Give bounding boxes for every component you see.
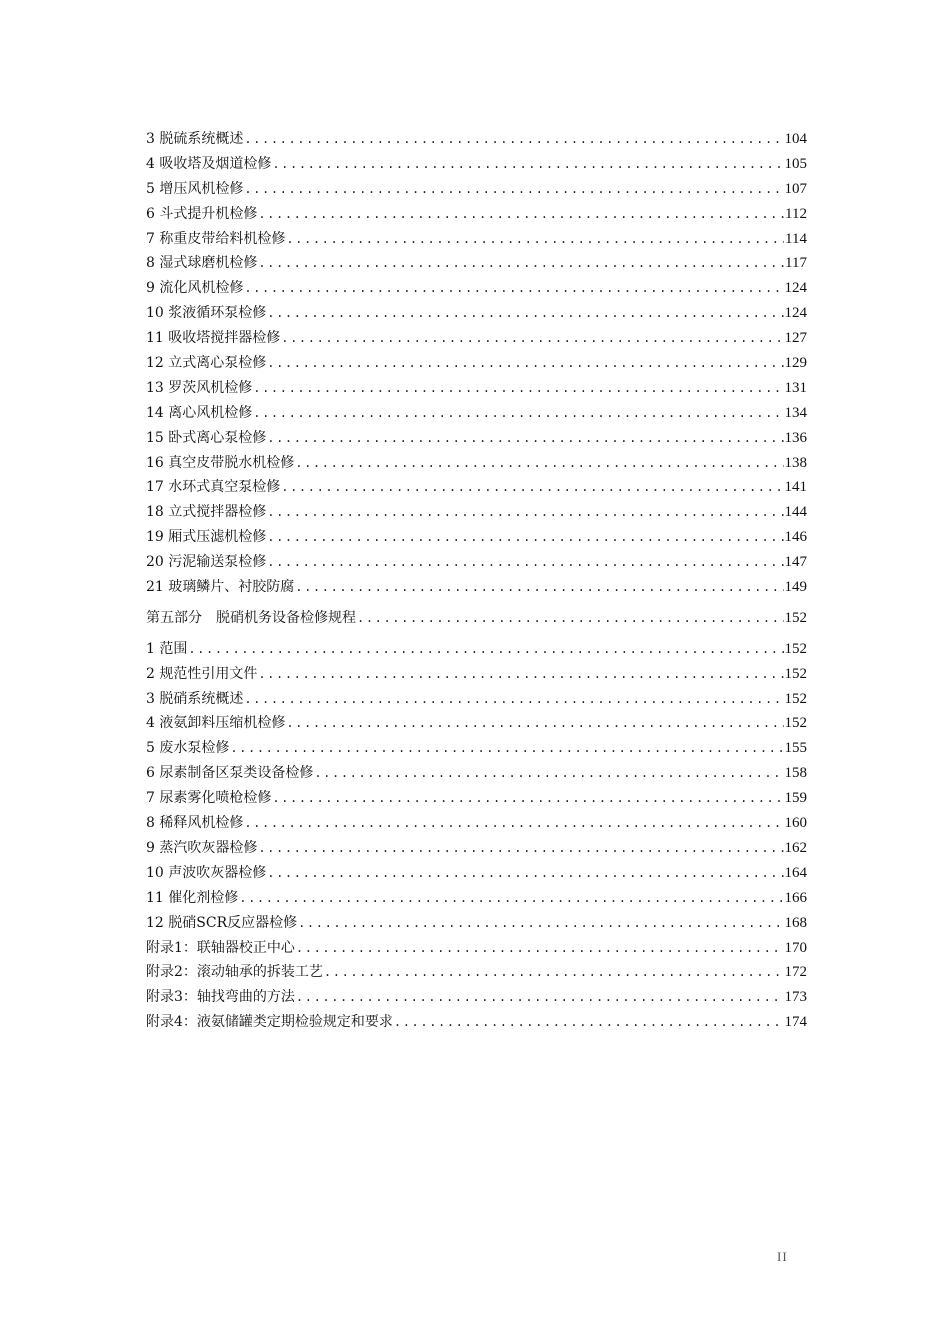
toc-entry-title: 3 脱硫系统概述 (146, 131, 244, 147)
toc-entry[interactable] (146, 426, 807, 451)
toc-entry-page: 166 (784, 889, 807, 906)
page-number: II (777, 1249, 788, 1264)
toc-leader-dots (295, 451, 783, 476)
toc-entry[interactable] (146, 736, 807, 761)
toc-leader-dots (296, 985, 784, 1010)
toc-entry-title: 18 立式搅拌器检修 (146, 504, 267, 521)
toc-entry[interactable] (146, 127, 807, 152)
toc-entry-page: 173 (784, 989, 807, 1006)
toc-leader-dots (244, 177, 783, 202)
toc-entry[interactable] (146, 376, 807, 401)
toc-entry-title: 17 水环式真空泵检修 (146, 479, 281, 496)
toc-entry[interactable] (146, 662, 807, 687)
toc-leader-dots (267, 550, 783, 575)
toc-leader-dots (267, 525, 783, 550)
toc-entry-page: 158 (784, 765, 807, 782)
toc-entry-title: 8 湿式球磨机检修 (146, 255, 258, 272)
toc-entry[interactable] (146, 202, 807, 227)
toc-leader-dots (267, 861, 783, 886)
toc-leader-dots (281, 475, 783, 500)
toc-entry[interactable] (146, 251, 807, 276)
toc-entry-page: 147 (784, 554, 807, 571)
toc-entry[interactable] (146, 152, 807, 177)
toc-entry[interactable] (146, 227, 807, 252)
toc-leader-dots (244, 127, 783, 152)
toc-entry-title: 5 增压风机检修 (146, 180, 244, 197)
toc-leader-dots (295, 575, 783, 600)
toc-leader-dots (357, 606, 784, 631)
toc-entry-title: 12 立式离心泵检修 (146, 355, 267, 372)
toc-entry[interactable] (146, 761, 807, 786)
toc-entry-page: 105 (784, 155, 807, 172)
toc-leader-dots (267, 351, 783, 376)
toc-entry-page: 112 (785, 205, 807, 222)
toc-entry-title: 4 液氨卸料压缩机检修 (146, 715, 286, 732)
toc-section-heading[interactable] (146, 606, 807, 631)
toc-leader-dots (267, 500, 783, 525)
toc-entry-page: 127 (784, 330, 807, 347)
toc-appendix-entry[interactable] (146, 985, 807, 1010)
toc-entry-title: 21 玻璃鳞片、衬胶防腐 (146, 579, 295, 596)
toc-leader-dots (324, 960, 784, 985)
toc-leader-dots (394, 1010, 784, 1035)
toc-entry-title: 附录2：滚动轴承的拆装工艺 (146, 964, 323, 981)
toc-entry-page: 170 (784, 939, 807, 956)
toc-entry-page: 141 (784, 479, 807, 496)
toc-entry-title: 附录4：液氨储罐类定期检验规定和要求 (146, 1014, 393, 1031)
toc-entry-title: 第五部分 脱硝机务设备检修规程 (146, 609, 356, 626)
toc-leader-dots (258, 662, 783, 687)
toc-entry-page: 107 (784, 180, 807, 197)
toc-leader-dots (230, 736, 783, 761)
toc-entry-page: 124 (784, 280, 807, 297)
toc-entry[interactable] (146, 886, 807, 911)
toc-entry[interactable] (146, 451, 807, 476)
toc-entry-title: 1 范围 (146, 640, 188, 657)
toc-entry-title: 11 吸收塔搅拌器检修 (146, 330, 281, 347)
toc-leader-dots (253, 401, 783, 426)
toc-entry[interactable] (146, 401, 807, 426)
toc-entry-title: 11 催化剂检修 (146, 889, 239, 906)
toc-entry[interactable] (146, 326, 807, 351)
toc-entry[interactable] (146, 177, 807, 202)
toc-entry[interactable] (146, 861, 807, 886)
toc-entry-page: 168 (784, 914, 807, 931)
toc-entry-page: 155 (784, 740, 807, 757)
toc-entry-page: 138 (784, 454, 807, 471)
toc-entry[interactable] (146, 811, 807, 836)
toc-entry-page: 152 (784, 609, 807, 626)
toc-entry-title: 4 吸收塔及烟道检修 (146, 155, 272, 172)
toc-entry-page: 164 (784, 864, 807, 881)
toc-appendix-entry[interactable] (146, 1010, 807, 1035)
toc-appendix-entry[interactable] (146, 960, 807, 985)
toc-entry-page: 174 (784, 1014, 807, 1031)
toc-entry-title: 6 尿素制备区泵类设备检修 (146, 765, 314, 782)
toc-entry-title: 12 脱硝SCR反应器检修 (146, 914, 298, 931)
toc-entry[interactable] (146, 575, 807, 600)
toc-entry-title: 19 厢式压滤机检修 (146, 529, 267, 546)
toc-entry-page: 136 (784, 429, 807, 446)
toc-entry-page: 152 (784, 715, 807, 732)
toc-entry-title: 16 真空皮带脱水机检修 (146, 454, 295, 471)
toc-entry-title: 7 称重皮带给料机检修 (146, 230, 286, 247)
toc-entry-page: 162 (784, 839, 807, 856)
toc-entry-page: 104 (784, 131, 807, 147)
toc-entry-page: 152 (784, 640, 807, 657)
toc-entry[interactable] (146, 525, 807, 550)
toc-leader-dots (296, 936, 784, 961)
toc-leader-dots (244, 276, 783, 301)
toc-leader-dots (286, 227, 784, 252)
toc-leader-dots (267, 426, 783, 451)
toc-entry[interactable] (146, 550, 807, 575)
toc-entry-title: 2 规范性引用文件 (146, 665, 258, 682)
toc-entry[interactable] (146, 351, 807, 376)
toc-leader-dots (239, 886, 783, 911)
toc-entry-title: 13 罗茨风机检修 (146, 379, 253, 396)
toc-entry-title: 5 废水泵检修 (146, 740, 230, 757)
toc-leader-dots (267, 301, 783, 326)
toc-appendix-entry[interactable] (146, 936, 807, 961)
toc-entry-title: 7 尿素雾化喷枪检修 (146, 790, 272, 807)
toc-entry[interactable] (146, 836, 807, 861)
toc-entry-page: 160 (784, 815, 807, 832)
toc-leader-dots (258, 251, 784, 276)
toc-leader-dots (272, 152, 783, 177)
toc-entry-title: 20 污泥输送泵检修 (146, 554, 267, 571)
toc-leader-dots (314, 761, 783, 786)
toc-entry-page: 152 (784, 690, 807, 707)
toc-leader-dots (286, 711, 783, 736)
toc-entry-title: 附录1：联轴器校正中心 (146, 939, 295, 956)
toc-entry-title: 10 声波吹灰器检修 (146, 864, 267, 881)
toc-entry[interactable] (146, 637, 807, 662)
toc-leader-dots (244, 811, 783, 836)
toc-entry[interactable] (146, 687, 807, 712)
toc-leader-dots (188, 637, 783, 662)
toc-entry-title: 9 流化风机检修 (146, 280, 244, 297)
toc-entry[interactable] (146, 475, 807, 500)
toc-entry-title: 10 浆液循环泵检修 (146, 305, 267, 322)
toc-leader-dots (298, 911, 783, 936)
toc-leader-dots (244, 687, 783, 712)
toc-entry[interactable] (146, 500, 807, 525)
toc-entry-page: 159 (784, 790, 807, 807)
toc-leader-dots (253, 376, 783, 401)
toc-entry-title: 14 离心风机检修 (146, 404, 253, 421)
toc-entry-title: 6 斗式提升机检修 (146, 205, 258, 222)
toc-entry-page: 117 (785, 255, 807, 272)
toc-entry-page: 124 (784, 305, 807, 322)
toc-leader-dots (272, 786, 783, 811)
toc-entry-page: 144 (784, 504, 807, 521)
toc-entry-title: 附录3：轴找弯曲的方法 (146, 989, 295, 1006)
toc-entry-page: 129 (784, 355, 807, 372)
toc-entry-title: 3 脱硝系统概述 (146, 690, 244, 707)
toc-entry-title: 9 蒸汽吹灰器检修 (146, 839, 258, 856)
toc-entry-page: 146 (784, 529, 807, 546)
table-of-contents (146, 127, 807, 1035)
toc-entry-page: 134 (784, 404, 807, 421)
toc-entry-page: 152 (784, 665, 807, 682)
toc-entry[interactable] (146, 911, 807, 936)
toc-leader-dots (258, 202, 784, 227)
toc-entry-title: 15 卧式离心泵检修 (146, 429, 267, 446)
toc-entry[interactable] (146, 786, 807, 811)
toc-entry-page: 172 (784, 964, 807, 981)
toc-entry[interactable] (146, 711, 807, 736)
toc-entry[interactable] (146, 276, 807, 301)
toc-entry-page: 131 (784, 379, 807, 396)
toc-leader-dots (258, 836, 783, 861)
toc-leader-dots (281, 326, 783, 351)
toc-entry-page: 149 (784, 579, 807, 596)
toc-entry-title: 8 稀释风机检修 (146, 815, 244, 832)
toc-entry-page: 114 (785, 230, 807, 247)
toc-entry[interactable] (146, 301, 807, 326)
